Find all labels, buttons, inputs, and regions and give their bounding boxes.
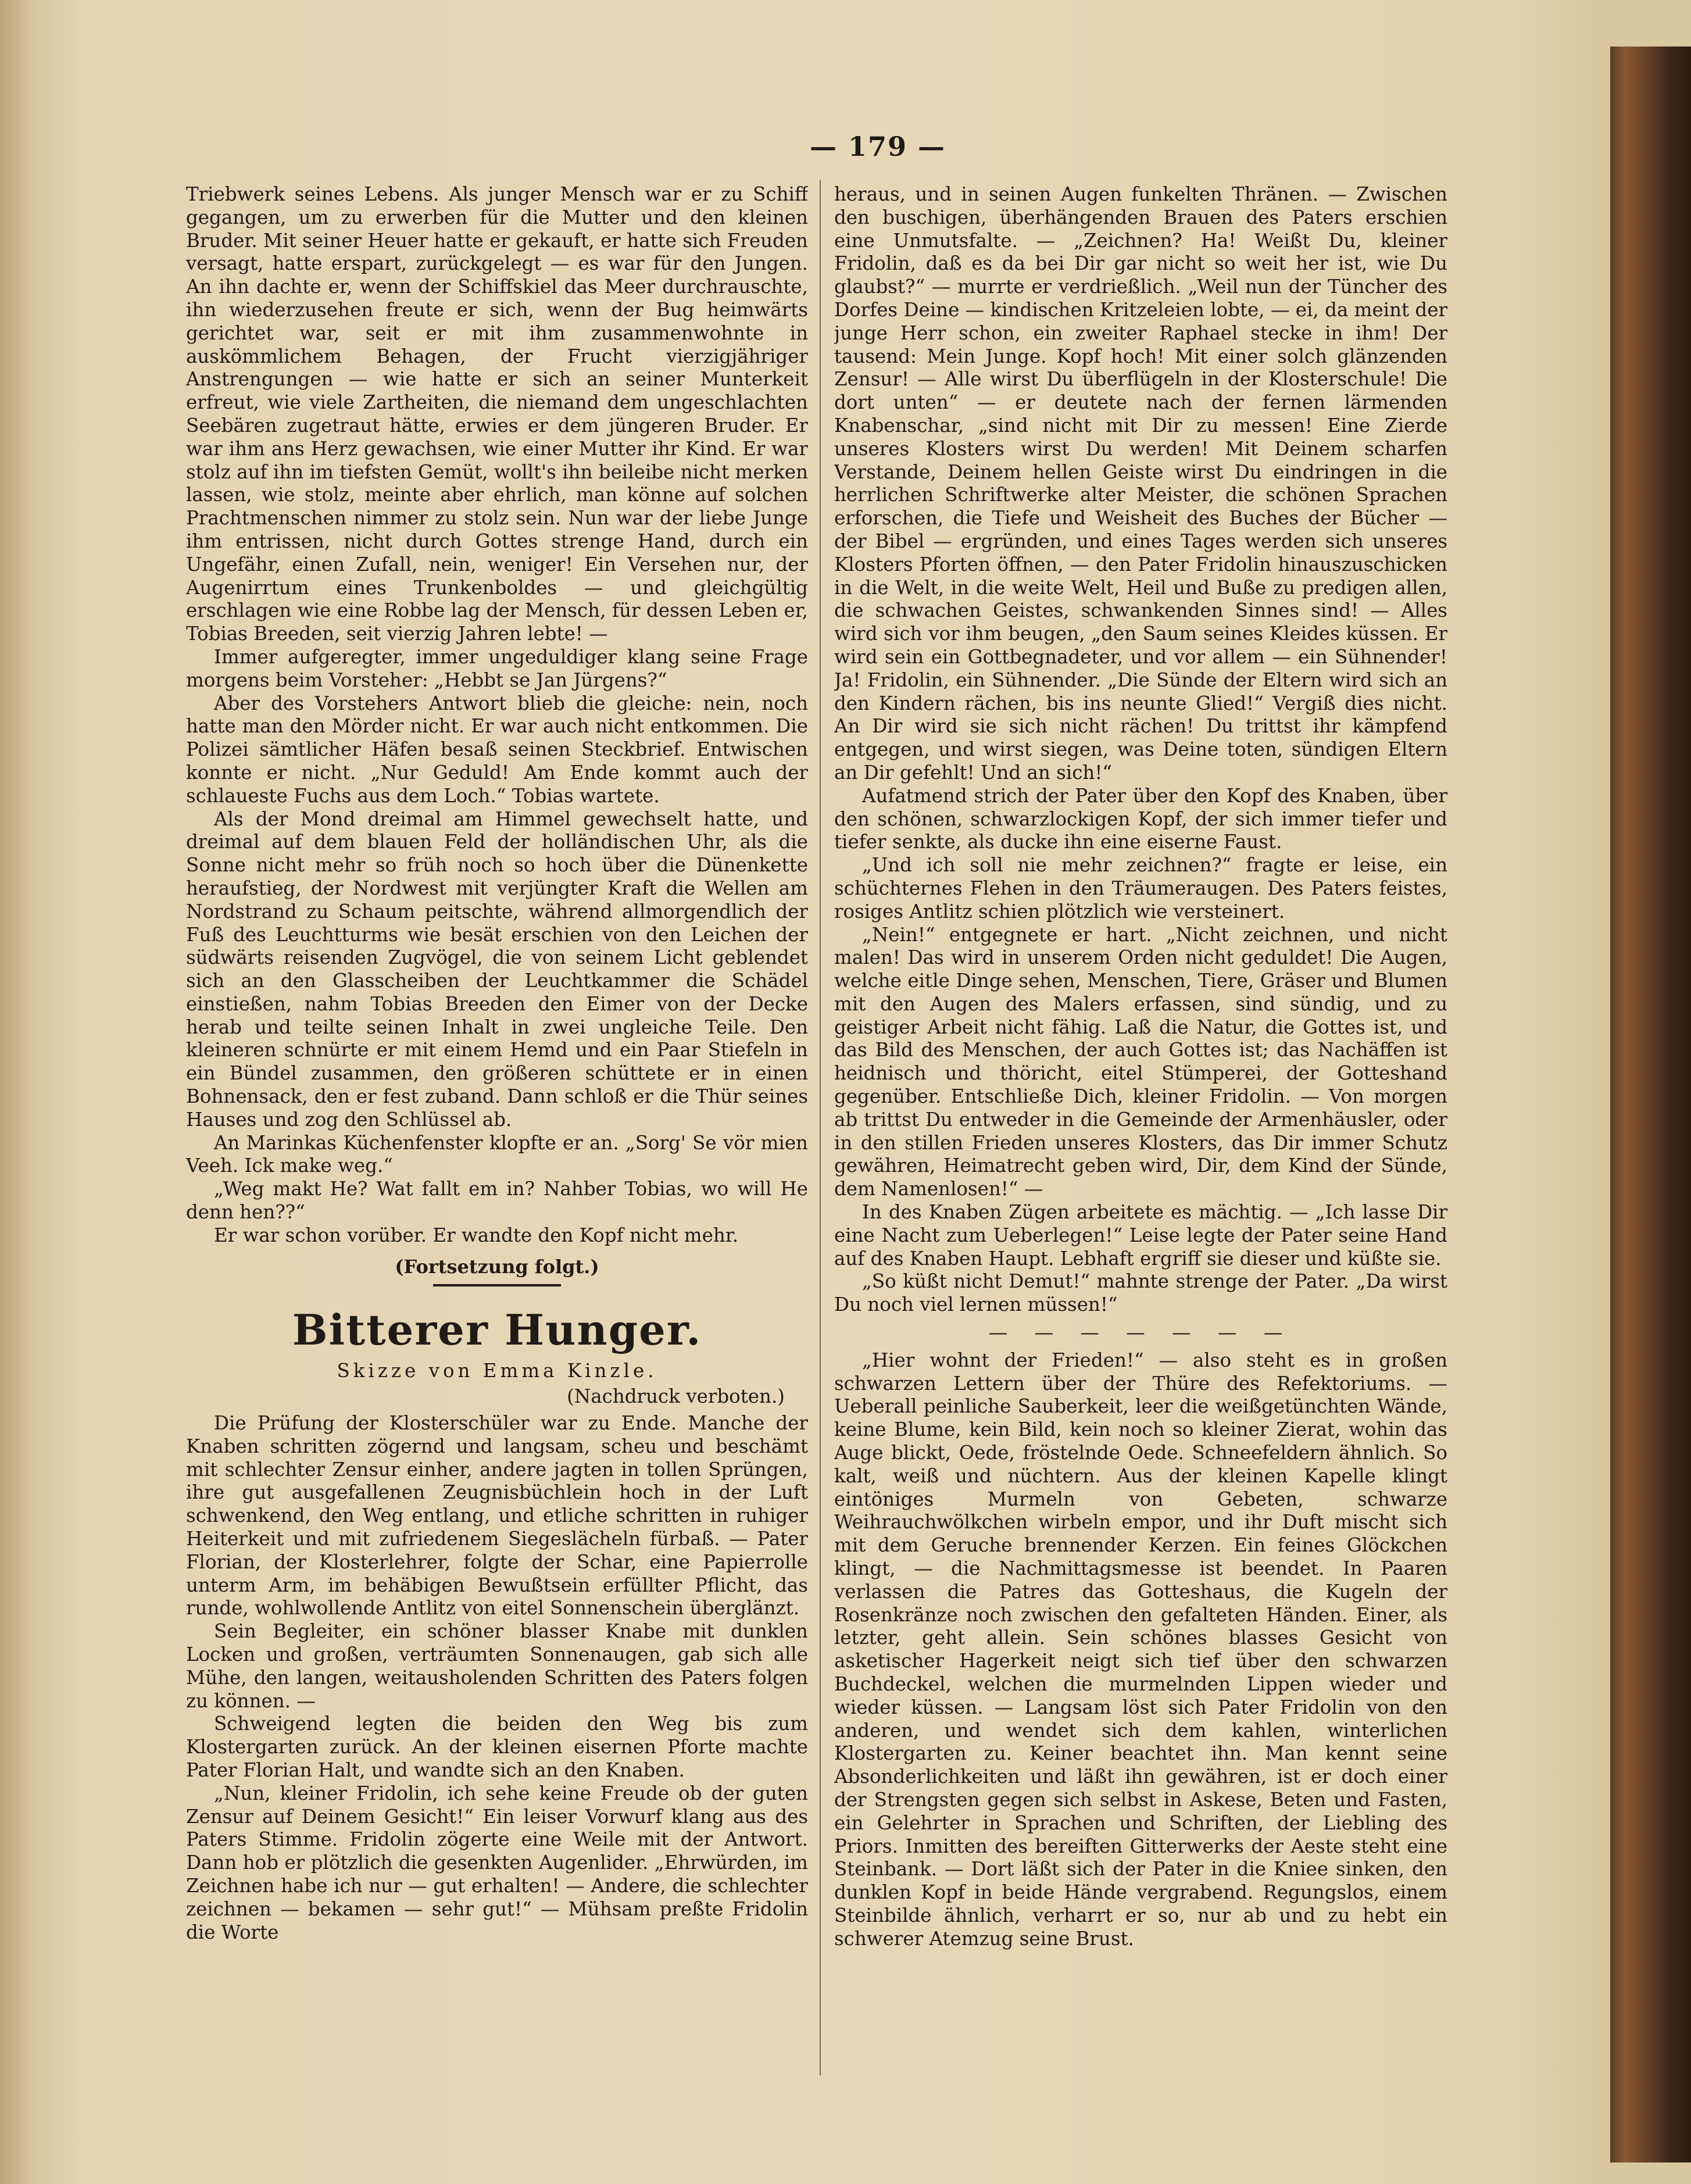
paragraph: In des Knaben Zügen arbeitete es mächtig. — „Ich lasse Dir eine Nacht zum Ueberlegen!“ Leise legte der Pater seine Hand auf des Knaben Haupt. Lebhaft ergriff sie dieser und küßte sie.	[834, 1201, 1447, 1270]
page-number: — 179 —	[809, 131, 946, 162]
reprint-note: (Nachdruck verboten.)	[567, 1385, 785, 1408]
paragraph: Er war schon vorüber. Er wandte den Kopf nicht mehr.	[214, 1224, 739, 1246]
paragraph: Immer aufgeregter, immer ungeduldiger klang seine Frage morgens beim Vorsteher: „Hebbt se Jan Jürgens?“	[186, 645, 808, 691]
column-divider	[820, 180, 821, 2075]
paragraph: Als der Mond dreimal am Himmel gewechselt hatte, und dreimal auf dem blauen Feld der holländischen Uhr, als die Sonne nicht mehr so früh noch so hoch über die Dünenkette heraufstieg, der Nordwest mit verjüngter Kraft die Wellen am Nordstrand zu Schaum peitschte, während allmorgendlich der Fuß des Leuchtturms wie besät erschien von den Leichen der südwärts reisenden Zugvögel, die von seinem Licht geblendet sich an den Glasscheiben der Leuchtkammer die Schädel einstießen, nahm Tobias Breeden den Eimer von der Decke herab und teilte seinen Inhalt in zwei ungleiche Teile. Den kleineren schnürte er mit einem Hemd und ein Paar Stiefeln in ein Bündel zusammen, den größeren schüttete er in einen Bohnensack, den er fest zuband. Dann schloß er die Thür seines Hauses und zog den Schlüssel ab.	[186, 807, 808, 1131]
paragraph: Aber des Vorstehers Antwort blieb die gleiche: nein, noch hatte man den Mörder nicht. Er war auch nicht entkommen. Die Polizei sämtlicher Häfen besaß seinen Steckbrief. Entwischen konnte er nicht. „Nur Geduld! Am Ende kommt auch der schlaueste Fuchs aus dem Loch.“ Tobias wartete.	[186, 692, 808, 807]
continuation-note: (Fortsetzung folgt.)	[395, 1255, 599, 1278]
paragraph: „Nein!“ entgegnete er hart. „Nicht zeichnen, und nicht malen! Das wird in unserem Orden nicht geduldet! Die Augen, welche eitle Dinge sehen, Menschen, Tiere, Gräser und Blumen mit den Augen des Malers erfassen, sind sündig, und zu geistiger Arbeit nicht fähig. Laß die Natur, die Gottes ist, und das Bild des Menschen, der auch Gottes ist; das Nachäffen ist heidnisch und thöricht, eitel Stümperei, der Gotteshand gegenüber. Entschließe Dich, kleiner Fridolin. — Von morgen ab trittst Du entweder in die Gemeinde der Armenhäusler, oder in den stillen Frieden unseres Klosters, das Dir immer Schutz gewähren, Heimatrecht geben wird, Dir, dem Kind der Sünde, dem Namenlosen!“ —	[834, 923, 1447, 1200]
paragraph: „Hier wohnt der Frieden!“ — also steht es in großen schwarzen Lettern über der Thüre des Refektoriums. — Ueberall peinliche Sauberkeit, leer die weißgetünchten Wände, keine Blume, kein Bild, kein noch so kleiner Zierat, wohin das Auge blickt, Oede, fröstelnde Oede. Schneefeldern ähnlich. So kalt, weiß und nüchtern. Aus der kleinen Kapelle klingt eintöniges Murmeln von Gebeten, schwarze Weihrauchwölkchen wirbeln empor, und ihr Duft mischt sich mit dem Geruche brennender Kerzen. Ein feines Glöckchen klingt, — die Nachmittagsmesse ist beendet. In Paaren verlassen die Patres das Gotteshaus, die Kugeln der Rosenkränze noch zwischen den gefalteten Händen. Einer, als letzter, geht allein. Sein schönes blasses Gesicht von asketischer Hagerkeit neigt sich tief über den schwarzen Buchdeckel, welchen die murmelnden Lippen wieder und wieder küssen. — Langsam löst sich Pater Fridolin von den anderen, und wendet sich dem kahlen, winterlichen Klostergarten zu. Keiner beachtet ihn. Man kennt seine Absonderlichkeiten und läßt ihn gewähren, ist er doch einer der Strengsten gegen sich selbst in Askese, Beten und Fasten, ein Gelehrter in Sprachen und Schriften, der Liebling des Priors. Inmitten des bereiften Gitterwerks der Aeste steht eine Steinbank. — Dort läßt sich der Pater in die Kniee sinken, den dunklen Kopf in beide Hände vergrabend. Regungslos, einem Steinbilde ähnlich, verharrt er so, nur ab und zu hebt ein schwerer Atemzug seine Brust.	[834, 1349, 1447, 1950]
paragraph: Schweigend legten die beiden den Weg bis zum Klostergarten zurück. An der kleinen eisernen Pforte machte Pater Florian Halt, und wandte sich an den Knaben.	[186, 1713, 808, 1781]
paragraph: Die Prüfung der Klosterschüler war zu Ende. Manche der Knaben schritten zögernd und langsam, scheu und beschämt mit schlechter Zensur einher, andere jagten in tollen Sprüngen, ihre gut ausgefallenen Zeugnisbüchlein hoch in der Luft schwenkend, den Weg entlang, und etliche schritten in ruhiger Heiterkeit und mit zufriedenem Siegeslächeln fürbaß. — Pater Florian, der Klosterlehrer, folgte der Schar, eine Papierrolle unterm Arm, im behäbigen Bewußtsein erfüllter Pflicht, das runde, wohlwollende Antlitz von eitel Sonnenschein überglänzt.	[186, 1412, 808, 1620]
paragraph: Triebwerk seines Lebens. Als junger Mensch war er zu Schiff gegangen, um zu erwerben für die Mutter und den kleinen Bruder. Mit seiner Heuer hatte er gekauft, er hatte sich Freuden versagt, hatte erspart, zurückgelegt — es war für den Jungen. An ihn dachte er, wenn der Schiffskiel das Meer durchrauschte, ihn wiederzusehen freute er sich, wenn der Bug heimwärts gerichtet war, seit er mit ihm zusammenwohnte in auskömmlichem Behagen, der Frucht vierzigjähriger Anstrengungen — wie hatte er sich an seiner Munterkeit erfreut, wie viele Zartheiten, die niemand dem ungeschlachten Seebären zugetraut hätte, erwies er dem jüngeren Bruder. Er war ihm ans Herz gewachsen, wie einer Mutter ihr Kind. Er war stolz auf ihn im tiefsten Gemüt, wollt's ihn beileibe nicht merken lassen, wie stolz, meinte aber ehrlich, man könne auf solchen Prachtmenschen nimmer zu stolz sein. Nun war der liebe Junge ihm entrissen, nicht durch Gottes strenge Hand, durch ein Ungefähr, einen Zufall, nein, weniger! Ein Versehen nur, der Augenirrtum eines Trunkenboldes — und gleichgültig erschlagen wie eine Robbe lag der Mensch, für dessen Leben er, Tobias Breeden, seit vierzig Jahren lebte! —	[186, 183, 808, 645]
right-column	[834, 183, 1447, 2101]
paragraph: „So küßt nicht Demut!“ mahnte strenge der Pater. „Da wirst Du noch viel lernen müssen!“	[834, 1270, 1447, 1316]
paragraph: „Nun, kleiner Fridolin, ich sehe keine Freude ob der guten Zensur auf Deinem Gesicht!“ Ein leiser Vorwurf klang aus des Paters Stimme. Fridolin zögerte eine Weile mit der Antwort. Dann hob er plötzlich die gesenkten Augenlider. „Ehrwürden, im Zeichnen habe ich nur — gut erhalten! — Andere, die schlechter zeichnen — bekamen — sehr gut!“ — Mühsam preßte Fridolin die Worte	[186, 1782, 808, 1943]
section-rule	[433, 1284, 561, 1286]
story-title: Bitterer Hunger.	[292, 1305, 702, 1355]
paragraph: Sein Begleiter, ein schöner blasser Knabe mit dunklen Locken und großen, verträumten Sonnenaugen, gab sich alle Mühe, den langen, weitausholenden Schritten des Paters folgen zu können. —	[186, 1620, 808, 1712]
paragraph: heraus, und in seinen Augen funkelten Thränen. — Zwischen den buschigen, überhängenden Brauen des Paters erschien eine Unmutsfalte. — „Zeichnen? Ha! Weißt Du, kleiner Fridolin, daß es da bei Dir gar nicht so weit her ist, wie Du glaubst?“ — murrte er verdrießlich. „Weil nun der Tüncher des Dorfes Deine — kindischen Kritzeleien lobte, — ei, da meint der junge Herr schon, ein zweiter Raphael stecke in ihm! Der tausend: Mein Junge. Kopf hoch! Mit einer solch glänzenden Zensur! — Alle wirst Du überflügeln in der Klosterschule! Die dort unten“ — er deutete nach der fernen lärmenden Knabenschar, „sind nicht mit Dir zu messen! Eine Zierde unseres Klosters wirst Du werden! Mit Deinem scharfen Verstande, Deinem hellen Geiste wirst Du eindringen in die herrlichen Schriftwerke alter Meister, die schönen Sprachen erforschen, die Tiefe und Weisheit des Buches der Bücher — der Bibel — ergründen, und eines Tages werden sich unseres Klosters Pforten öffnen, — den Pater Fridolin hinauszuschicken in die Welt, in die weite Welt, Heil und Buße zu predigen allen, die schwachen Geistes, schwankenden Sinnes sind! — Alles wird sich vor ihm beugen, „den Saum seines Kleides küssen. Er wird sein ein Gottbegnadeter, und vor allem — ein Sühnender! Ja! Fridolin, ein Sühnender. „Die Sünde der Eltern wird sich an den Kindern rächen, bis ins neunte Glied!“ Vergiß dies nicht. An Dir wird sie sich nicht rächen! Du trittst ihr kämpfend entgegen, und wirst siegen, was Deine toten, sündigen Eltern an Dir gefehlt! Und an sich!“	[834, 183, 1447, 784]
left-column	[186, 183, 808, 2101]
story-subtitle: Skizze von Emma Kinzle.	[337, 1360, 657, 1382]
scene-separator: — — — — — — —	[988, 1321, 1293, 1344]
paragraph: An Marinkas Küchenfenster klopfte er an. „Sorg' Se vör mien Veeh. Ick make weg.“	[186, 1131, 808, 1177]
paragraph: „Und ich soll nie mehr zeichnen?“ fragte er leise, ein schüchternes Flehen in den Träumeraugen. Des Paters feistes, rosiges Antlitz schien plötzlich wie versteinert.	[834, 854, 1447, 923]
paragraph: „Weg makt He? Wat fallt em in? Nahber Tobias, wo will He denn hen??“	[186, 1178, 808, 1224]
book-spine-edge	[1610, 47, 1691, 2162]
paragraph: Aufatmend strich der Pater über den Kopf des Knaben, über den schönen, schwarzlockigen Kopf, der sich immer tiefer und tiefer senkte, als ducke ihn eine eiserne Faust.	[834, 784, 1447, 853]
